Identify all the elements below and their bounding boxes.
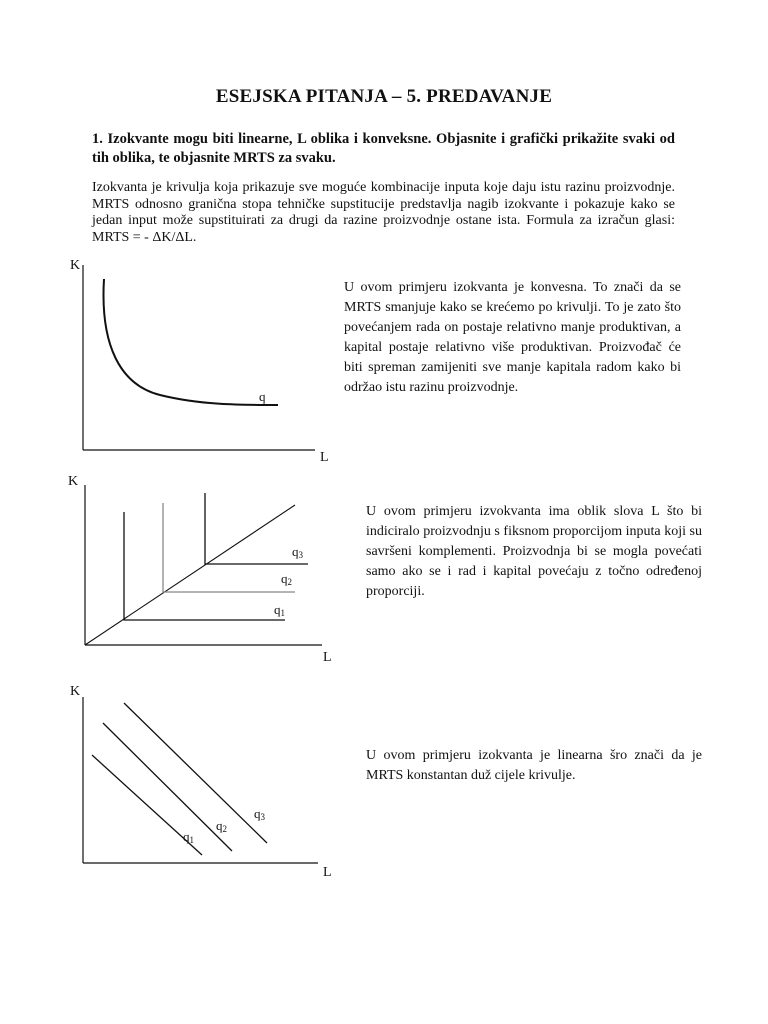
- q2-label: q2: [216, 818, 227, 834]
- convex-explanation: U ovom primjeru izokvanta je konvesna. To znači da se MRTS smanjuje kako se krećemo po krivulji. To je zato što povećanjem rada on postaje relativno manje produktivan, a kapital postaje relativno više produktivan. Proizvođač će biti spreman zamijeniti sve manje kapitala radom kako bi održao istu razinu proizvodnje.: [344, 280, 681, 395]
- expansion-path: [85, 505, 295, 645]
- isoquant-q2: [163, 503, 295, 592]
- x-axis-label: L: [323, 650, 332, 665]
- isoquant-q3: [124, 703, 267, 843]
- q1-label: q1: [183, 829, 194, 845]
- x-axis-label: L: [323, 865, 332, 880]
- curve-label: q: [259, 389, 266, 404]
- page-title: ESEJSKA PITANJA – 5. PREDAVANJE: [215, 86, 553, 107]
- q3-label: q3: [254, 806, 265, 822]
- question-text: 1. Izokvante mogu biti linearne, L oblika i konveksne. Objasnite i grafički prikažite svaki od tih oblika, te objasnite MRTS za svaku.: [92, 131, 675, 166]
- convex-curve: [103, 279, 278, 405]
- q3-label: q3: [292, 544, 303, 560]
- l-shape-isoquant-graph: [60, 475, 350, 670]
- intro-paragraph: Izokvanta je krivulja koja prikazuje sve moguće kombinacije inputa koje daju istu razinu proizvodnje. MRTS odnosno granična stopa tehničke supstitucije predstavlja nagib izokvante i pokazuje kako se jedan input može supstituirati za drugi da razine proizvodnje ostane ista. Formula za izračun glasi: MRTS = - ΔK/ΔL.: [92, 180, 675, 245]
- y-axis-label: K: [68, 474, 79, 489]
- y-axis-label: K: [70, 258, 81, 273]
- x-axis-label: L: [320, 450, 329, 465]
- linear-explanation: U ovom primjeru izokvanta je linearna šro znači da je MRTS konstantan duž cijele krivulje.: [366, 748, 702, 783]
- q1-label: q1: [274, 602, 285, 618]
- convex-isoquant-graph: [60, 255, 340, 465]
- linear-isoquant-graph: [60, 683, 350, 883]
- y-axis-label: K: [70, 684, 81, 699]
- isoquant-q2: [103, 723, 232, 851]
- q2-label: q2: [281, 571, 292, 587]
- l-shape-explanation: U ovom primjeru izvokvanta ima oblik slova L što bi indiciralo proizvodnju s fiksnom proporcijom inputa koji su savršeni komplementi. Proizvodnja bi se mogla povećati samo ako se i rad i kapital povećaju z točno određenoj proporciji.: [366, 504, 702, 599]
